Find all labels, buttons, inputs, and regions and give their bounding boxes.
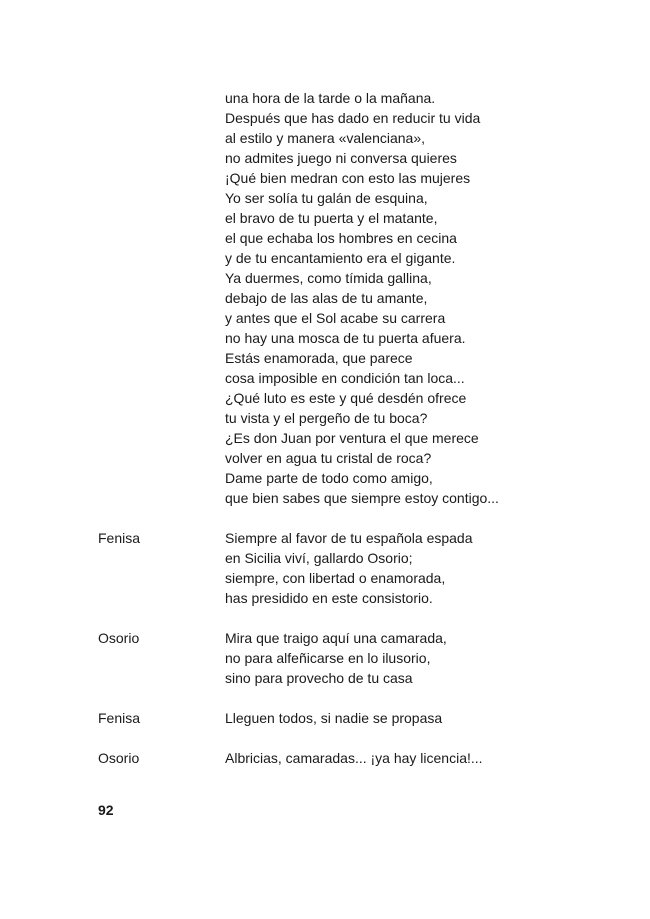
verse-line: Siempre al favor de tu española espada — [225, 530, 473, 546]
verse-line: has presidido en este consistorio. — [225, 590, 433, 606]
verse-line: Yo ser solía tu galán de esquina, — [225, 190, 428, 206]
verse-line: tu vista y el pergeño de tu boca? — [225, 410, 428, 426]
verse-line: Lleguen todos, si nadie se propasa — [225, 710, 443, 726]
verse-line: sino para provecho de tu casa — [225, 670, 413, 686]
verse-line: cosa imposible en condición tan loca... — [225, 370, 465, 386]
speaker-name: Osorio — [98, 630, 140, 646]
verse-line: siempre, con libertad o enamorada, — [225, 570, 446, 586]
page-number: 92 — [98, 802, 114, 818]
verse-line: no para alfeñicarse en lo ilusorio, — [225, 650, 431, 666]
verse-line: debajo de las alas de tu amante, — [225, 290, 428, 306]
verse-line: que bien sabes que siempre estoy contigo... — [225, 490, 499, 506]
verse-lines — [225, 628, 447, 688]
verse-line: al estilo y manera «valenciana», — [225, 130, 426, 146]
verse-line: el bravo de tu puerta y el matante, — [225, 210, 438, 226]
verse-line: y de tu encantamiento era el gigante. — [225, 250, 456, 266]
verse-line: ¿Es don Juan por ventura el que merece — [225, 430, 479, 446]
verse-line: y antes que el Sol acabe su carrera — [225, 310, 446, 326]
speaker-name: Osorio — [98, 750, 140, 766]
verse-line: Después que has dado en reducir tu vida — [225, 110, 481, 126]
verse-lines — [225, 528, 473, 608]
verse-line: Albricias, camaradas... ¡ya hay licencia!... — [225, 750, 483, 766]
verse-line: ¡Qué bien medran con esto las mujeres — [225, 170, 471, 186]
verse-line: volver en agua tu cristal de roca? — [225, 450, 432, 466]
verse-line: no hay una mosca de tu puerta afuera. — [225, 330, 466, 346]
verse-line: ¿Qué luto es este y qué desdén ofrece — [225, 390, 467, 406]
speaker-name: Fenisa — [98, 530, 141, 546]
verse-lines — [225, 708, 442, 728]
verse-line: en Sicilia viví, gallardo Osorio; — [225, 550, 413, 566]
verse-line: Mira que traigo aquí una camarada, — [225, 630, 447, 646]
verse-lines — [225, 748, 483, 768]
verse-line: Ya duermes, como tímida gallina, — [225, 270, 432, 286]
verse-line: Estás enamorada, que parece — [225, 350, 413, 366]
verse-lines — [225, 88, 499, 508]
verse-line: no admites juego ni conversa quieres — [225, 150, 457, 166]
verse-line: Dame parte de todo como amigo, — [225, 470, 433, 486]
verse-line: el que echaba los hombres en cecina — [225, 230, 457, 246]
verse-line: una hora de la tarde o la mañana. — [225, 90, 436, 106]
speaker-name: Fenisa — [98, 710, 141, 726]
